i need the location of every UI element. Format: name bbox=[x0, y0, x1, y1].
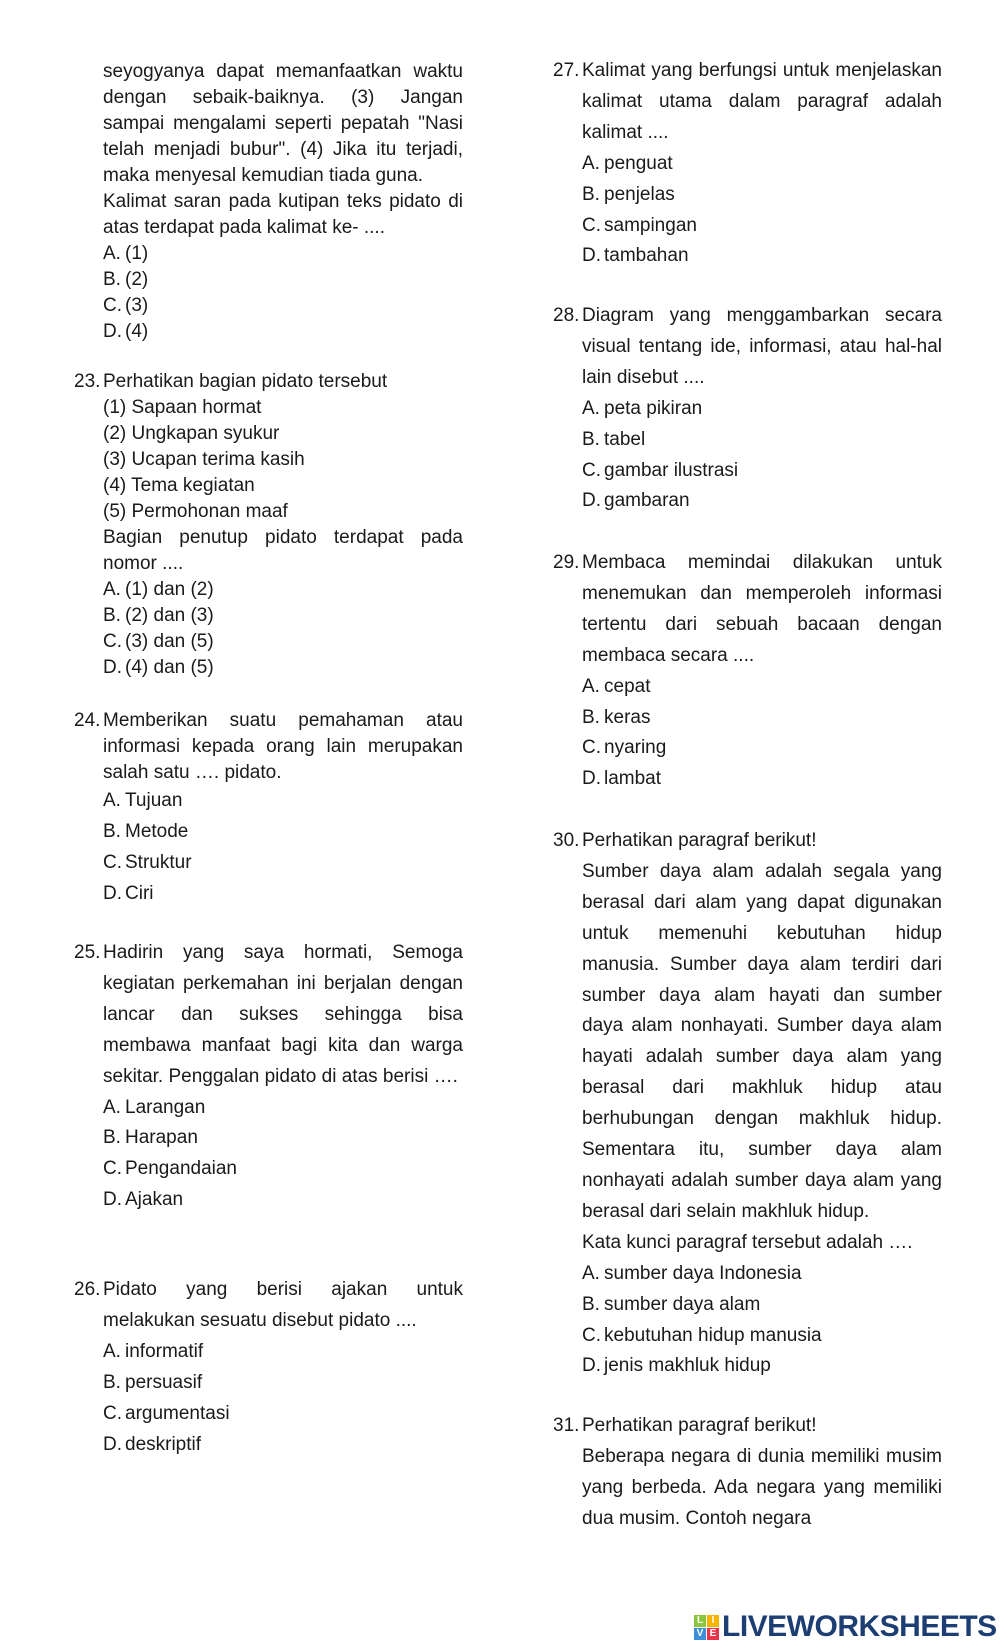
question-30 bbox=[553, 826, 943, 1382]
question-stem: Kalimat saran pada kutipan teks pidato di atas terdapat pada kalimat ke- .... bbox=[103, 191, 463, 238]
option-text: lambat bbox=[604, 768, 662, 790]
question-stem: Beberapa negara di dunia memiliki musim yang berbeda. Ada negara yang memiliki dua musim. Contoh negara bbox=[582, 1445, 942, 1529]
logo-block: L bbox=[694, 1615, 706, 1627]
question-number: 27. bbox=[553, 60, 580, 81]
answer-option[interactable] bbox=[582, 394, 942, 425]
answer-option[interactable] bbox=[582, 1321, 942, 1352]
option-text: peta pikiran bbox=[604, 397, 703, 419]
question-body bbox=[582, 548, 942, 795]
option-letter: C. bbox=[103, 631, 122, 652]
option-letter: D. bbox=[582, 245, 601, 267]
option-text: kebutuhan hidup manusia bbox=[604, 1324, 822, 1346]
question-25 bbox=[74, 938, 464, 1216]
option-text: Harapan bbox=[125, 1127, 198, 1149]
answer-option[interactable] bbox=[103, 1123, 463, 1154]
question-29 bbox=[553, 548, 943, 795]
list-item: (5) Permohonan maaf bbox=[103, 501, 288, 522]
question-body bbox=[103, 369, 463, 681]
question-body bbox=[103, 59, 463, 345]
option-text: Pengandaian bbox=[125, 1158, 237, 1180]
question-28 bbox=[553, 301, 943, 517]
answer-option[interactable] bbox=[103, 786, 463, 817]
option-letter: A. bbox=[582, 675, 600, 697]
option-text: nyaring bbox=[604, 737, 667, 759]
option-letter: C. bbox=[103, 1158, 122, 1180]
option-letter: D. bbox=[582, 1355, 601, 1377]
list-item: (3) Ucapan terima kasih bbox=[103, 449, 305, 470]
option-letter: C. bbox=[103, 1402, 122, 1424]
answer-option[interactable] bbox=[582, 149, 942, 180]
answer-option[interactable] bbox=[103, 817, 463, 848]
option-text: tambahan bbox=[604, 245, 689, 267]
option-letter: A. bbox=[103, 243, 121, 264]
option-text: penjelas bbox=[604, 183, 675, 205]
option-text: (3) dan (5) bbox=[125, 631, 214, 652]
option-text: Struktur bbox=[125, 851, 192, 873]
question-stem: Memberikan suatu pemahaman atau informasi kepada orang lain merupakan salah satu …. pidato. bbox=[103, 710, 463, 783]
question-body bbox=[582, 301, 942, 517]
option-text: sumber daya Indonesia bbox=[604, 1262, 802, 1284]
option-text: deskriptif bbox=[125, 1433, 202, 1455]
option-letter: A. bbox=[103, 1340, 121, 1362]
option-letter: B. bbox=[103, 820, 121, 842]
answer-option[interactable] bbox=[103, 1430, 463, 1461]
answer-option[interactable] bbox=[103, 1093, 463, 1124]
question-number: 24. bbox=[74, 710, 101, 731]
answer-option[interactable] bbox=[103, 655, 463, 681]
question-body bbox=[103, 938, 463, 1216]
option-letter: B. bbox=[103, 1371, 121, 1393]
question-stem: Perhatikan paragraf berikut! bbox=[582, 1415, 817, 1436]
answer-option[interactable] bbox=[103, 848, 463, 879]
logo-block: E bbox=[707, 1628, 719, 1640]
option-text: persuasif bbox=[125, 1371, 203, 1393]
question-31 bbox=[553, 1411, 943, 1535]
question-stem: Kalimat yang berfungsi untuk menjelaskan kalimat utama dalam paragraf adalah kalimat .... bbox=[582, 60, 942, 143]
option-text: cepat bbox=[604, 675, 651, 697]
list-item: (1) Sapaan hormat bbox=[103, 397, 262, 418]
answer-option[interactable] bbox=[582, 456, 942, 487]
logo-wordmark: LIVEWORKSHEETS bbox=[722, 1610, 997, 1643]
option-text: Ajakan bbox=[125, 1189, 184, 1211]
option-letter: B. bbox=[582, 1293, 600, 1315]
answer-option[interactable] bbox=[103, 1337, 463, 1368]
question-body bbox=[103, 1275, 463, 1460]
question-number: 30. bbox=[553, 830, 580, 851]
option-text: tabel bbox=[604, 428, 646, 450]
question-number: 25. bbox=[74, 942, 101, 963]
option-text: informatif bbox=[125, 1340, 204, 1362]
answer-option[interactable] bbox=[103, 241, 463, 267]
list-item: (4) Tema kegiatan bbox=[103, 475, 255, 496]
answer-option[interactable] bbox=[103, 1368, 463, 1399]
option-text: (2) bbox=[125, 269, 149, 290]
answer-option[interactable] bbox=[582, 211, 942, 242]
answer-option[interactable] bbox=[103, 577, 463, 603]
option-letter: C. bbox=[582, 1324, 601, 1346]
option-letter: D. bbox=[582, 490, 601, 512]
option-letter: A. bbox=[103, 579, 121, 600]
option-text: (4) bbox=[125, 321, 149, 342]
answer-option[interactable] bbox=[103, 1399, 463, 1430]
option-letter: A. bbox=[582, 397, 600, 419]
option-text: sampingan bbox=[604, 214, 697, 236]
answer-option[interactable] bbox=[582, 241, 942, 272]
question-stem: Membaca memindai dilakukan untuk menemukan dan memperoleh informasi tertentu dari sebuah bacaan dengan membaca secara .... bbox=[582, 552, 942, 666]
option-letter: B. bbox=[582, 428, 600, 450]
answer-option[interactable] bbox=[103, 879, 463, 910]
option-letter: A. bbox=[582, 1262, 600, 1284]
question-stem: Sumber daya alam adalah segala yang berasal dari alam yang dapat digunakan untuk memenuhi kebutuhan hidup manusia. Sumber daya alam terdiri dari sumber daya alam hayati dan sumber daya alam nonhayati. Sumber daya alam hayati adalah sumber daya alam yang berasal dari makhluk hidup atau berhubungan dengan makhluk hidup. Sementara itu, sumber daya alam nonhayati adalah sumber daya alam yang berasal dari selain makhluk hidup. bbox=[582, 860, 942, 1222]
answer-option[interactable] bbox=[582, 180, 942, 211]
question-body bbox=[582, 826, 942, 1382]
logo-block: V bbox=[694, 1628, 706, 1640]
question-23 bbox=[74, 369, 464, 681]
answer-option[interactable] bbox=[103, 1185, 463, 1216]
question-stem: Kata kunci paragraf tersebut adalah …. bbox=[582, 1231, 913, 1253]
option-text: sumber daya alam bbox=[604, 1293, 761, 1315]
option-text: (1) bbox=[125, 243, 149, 264]
question-24 bbox=[74, 708, 464, 910]
option-letter: C. bbox=[582, 737, 601, 759]
question-stem: Pidato yang berisi ajakan untuk melakukan sesuatu disebut pidato .... bbox=[103, 1279, 463, 1331]
option-letter: D. bbox=[103, 1433, 122, 1455]
option-letter: D. bbox=[103, 1189, 122, 1211]
option-letter: D. bbox=[103, 321, 122, 342]
question-number: 26. bbox=[74, 1279, 101, 1300]
option-letter: B. bbox=[103, 1127, 121, 1149]
answer-option[interactable] bbox=[103, 629, 463, 655]
answer-option[interactable] bbox=[582, 733, 942, 764]
question-number: 31. bbox=[553, 1415, 580, 1436]
option-letter: C. bbox=[103, 851, 122, 873]
option-text: Tujuan bbox=[125, 790, 183, 811]
answer-option[interactable] bbox=[582, 764, 942, 795]
question-number: 29. bbox=[553, 552, 580, 573]
question-26 bbox=[74, 1275, 464, 1460]
option-letter: D. bbox=[103, 657, 122, 678]
option-letter: B. bbox=[103, 269, 121, 290]
option-text: Ciri bbox=[125, 882, 154, 904]
question-body bbox=[582, 1411, 942, 1535]
option-letter: A. bbox=[103, 1096, 121, 1118]
list-item: (2) Ungkapan syukur bbox=[103, 423, 280, 444]
option-text: Metode bbox=[125, 820, 189, 842]
option-text: (3) bbox=[125, 295, 149, 316]
answer-option[interactable] bbox=[582, 672, 942, 703]
answer-option[interactable] bbox=[582, 703, 942, 734]
option-letter: B. bbox=[582, 183, 600, 205]
answer-option[interactable] bbox=[582, 425, 942, 456]
option-text: (4) dan (5) bbox=[125, 657, 214, 678]
answer-option[interactable] bbox=[103, 319, 463, 345]
answer-option[interactable] bbox=[582, 1259, 942, 1290]
answer-option[interactable] bbox=[582, 1290, 942, 1321]
option-letter: B. bbox=[582, 706, 600, 728]
answer-option[interactable] bbox=[103, 603, 463, 629]
option-text: keras bbox=[604, 706, 651, 728]
answer-option[interactable] bbox=[103, 267, 463, 293]
option-text: penguat bbox=[604, 152, 673, 174]
option-text: argumentasi bbox=[125, 1402, 230, 1424]
logo-blocks-icon bbox=[694, 1615, 719, 1640]
option-letter: A. bbox=[582, 152, 600, 174]
answer-option[interactable] bbox=[103, 1154, 463, 1185]
answer-option[interactable] bbox=[582, 486, 942, 517]
question-number: 28. bbox=[553, 305, 580, 326]
question-22 bbox=[74, 59, 464, 345]
option-text: gambar ilustrasi bbox=[604, 459, 739, 481]
question-stem: Perhatikan paragraf berikut! bbox=[582, 830, 817, 851]
option-letter: B. bbox=[103, 605, 121, 626]
option-text: jenis makhluk hidup bbox=[604, 1355, 771, 1377]
question-stem: Hadirin yang saya hormati, Semoga kegiatan perkemahan ini berjalan dengan lancar dan sukses sehingga bisa membawa manfaat bagi kita dan warga sekitar. Penggalan pidato di atas berisi …. bbox=[103, 942, 463, 1087]
option-text: Larangan bbox=[125, 1096, 206, 1118]
logo-block: I bbox=[707, 1615, 719, 1627]
question-stem: Perhatikan bagian pidato tersebut bbox=[103, 371, 388, 392]
question-body bbox=[103, 708, 463, 910]
option-letter: C. bbox=[103, 295, 122, 316]
option-text: gambaran bbox=[604, 490, 690, 512]
question-27 bbox=[553, 56, 943, 272]
question-number: 23. bbox=[74, 371, 101, 392]
option-letter: A. bbox=[103, 790, 121, 811]
option-letter: C. bbox=[582, 459, 601, 481]
option-letter: D. bbox=[103, 882, 122, 904]
answer-option[interactable] bbox=[582, 1351, 942, 1382]
option-text: (1) dan (2) bbox=[125, 579, 214, 600]
question-stem: Diagram yang menggambarkan secara visual tentang ide, informasi, atau hal-hal lain disebut .... bbox=[582, 305, 942, 388]
question-body bbox=[582, 56, 942, 272]
option-text: (2) dan (3) bbox=[125, 605, 214, 626]
question-prompt: Bagian penutup pidato terdapat pada nomor .... bbox=[103, 527, 463, 574]
question-stem: seyogyanya dapat memanfaatkan waktu dengan sebaik-baiknya. (3) Jangan sampai mengalami seperti pepatah "Nasi telah menjadi bubur". (4) Jika itu terjadi, maka menyesal kemudian tiada guna. bbox=[103, 61, 463, 186]
answer-option[interactable] bbox=[103, 293, 463, 319]
option-letter: D. bbox=[582, 768, 601, 790]
liveworksheets-logo bbox=[694, 1610, 997, 1644]
option-letter: C. bbox=[582, 214, 601, 236]
